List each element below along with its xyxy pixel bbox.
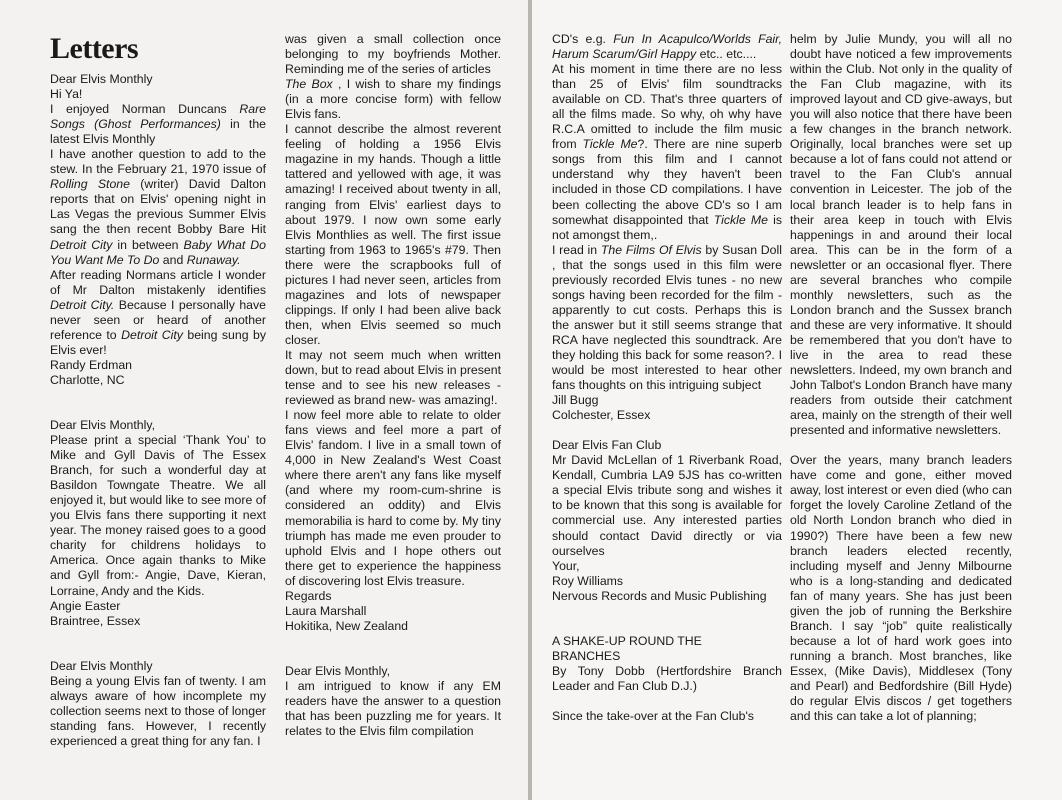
text-line: Dear Elvis Monthly, [50,417,156,432]
paragraph-spacer [50,629,266,659]
text-line: I read in The Films Of Elvis by Susan Doll , that the songs used in this film were previously recorded Elvis tunes - no new songs having been recorded for the film - apparently to cut costs. Perhaps this is the answer but it still seems strange that RCA have neglected this soundtrack. Are they holding this back for some reason?. I would be most interested to hear other fans thoughts on this intriguing subject [552,242,782,393]
paragraph-spacer [790,438,1012,453]
text-line: Dear Elvis Fan Club [552,438,662,453]
text-line: By Tony Dobb (Hertfordshire Branch Leader and Fan Club D.J.) [552,663,782,693]
text-line: Hokitika, New Zealand [285,618,409,633]
text-line: Being a young Elvis fan of twenty. I am always aware of how incomplete my collection seems next to those of longer standing fans. However, I recently experienced a great thing for any fan. I [50,673,267,748]
text-line: A SHAKE-UP ROUND THE [552,633,702,648]
left-page [0,0,528,800]
text-line: At his moment in time there are no less than 25 of Elvis' film soundtracks available on CD. That's three quarters of all the films made. So why, oh why have R.C.A omitted to include the film music from Tickle Me?. There are nine superb songs from this film and I cannot understand why they haven't been included in those CD compilations. I have been collecting the above CD's so I am somewhat disappointed that Tickle Me is not amongst them,. [552,62,782,242]
text-line: Please print a special ‘Thank You’ to Mike and Gyll Davis of The Essex Branch, for such a wonderful day at Basildon Towngate Theatre. We all enjoyed it, but would like to see more of you Elvis fans there supporting it next year. The money raised goes to a good charity for childrens holidays to America. Once again thanks to Mike and Gyll from:- Angie, Dave, Kieran, Lorraine, Andy and the Kids. [50,433,267,598]
text-line: Dear Elvis Monthly, [285,663,391,678]
right-column-2 [790,32,1012,724]
paragraph-spacer [285,634,501,664]
text-line: was given a small collection once belonging to my boyfriends Mother. Reminding me of the series of articles [285,32,501,77]
text-line: Angie Easter [50,598,121,613]
right-page [532,0,1062,800]
paragraph-spacer [50,388,266,418]
left-column-1 [50,32,266,749]
text-line: CD's e.g. Fun In Acapulco/Worlds Fair, Harum Scarum/Girl Happy etc.. etc.... [552,32,782,62]
text-line: Your, [552,558,580,573]
text-line: Mr David McLellan of 1 Riverbank Road, Kendall, Cumbria LA9 5JS has co-written a special Elvis tribute song and wishes it to be known that this song is available for commercial use. Any interested parties should contact David directly or via ourselves [552,453,782,558]
text-line: I now feel more able to relate to older fans views and feel more a part of Elvis' fandom. I live in a small town of 4,000 in New Zealand's West Coast where there aren't any fans like myself (and where my room-cum-shrine is considered an oddity) and Elvis memorabilia is hard to come by. My tiny triumph has made me even prouder to uphold Elvis and I hope others out there get to experience the happiness of discovering lost Elvis treasure. [285,408,501,588]
paragraph-spacer [552,423,782,438]
text-line: Randy Erdman [50,357,133,372]
text-line: I have another question to add to the stew. In the February 21, 1970 issue of Rolling Stone (writer) David Dalton reports that on Elvis' opening night in Las Vegas the previous Summer Elvis sang the then recent Bobby Bare Hit Detroit City in between Baby What Do You Want Me To Do and Runaway. [50,147,267,267]
text-line: Since the take-over at the Fan Club's [552,708,754,723]
text-line: Dear Elvis Monthly [50,72,153,86]
paragraph-spacer [552,694,782,709]
text-line: Charlotte, NC [50,372,125,387]
text-line: Dear Elvis Monthly [50,658,153,673]
right-column-1 [552,32,782,724]
text-line: Nervous Records and Music Publishing [552,588,767,603]
text-line: Laura Marshall [285,603,367,618]
text-line: Regards [285,588,332,603]
text-line: It may not seem much when written down, but to read about Elvis in present tense and to see his new releases - reviewed as brand new- was amazing!. [285,347,502,408]
text-line: Colchester, Essex [552,408,651,423]
left-column-2 [285,32,501,739]
text-line: Hi Ya! [50,87,83,102]
text-line: Over the years, many branch leaders have come and gone, either moved away, lost interest or even died (who can forget the lovely Caroline Zetland of the old North London branch who died in 1990?) There have been a few new branch leaders elected recently, including myself and Jenny Milbourne who is a long-standing and dedicated fan of many years. She has just been given the job of running the Berkshire Branch. I say “job” quite realistically because a lot of hard work goes into running a branch. Most branches, like Essex, (Mike Davis), Middlesex (Tony and Pearl) and Bedfordshire (Bill Hyde) do regular Elvis discos / get togethers and this can take a lot of planning; [790,453,1012,724]
text-line: Jill Bugg [552,393,599,408]
text-line: BRANCHES [552,648,621,663]
text-line: Roy Williams [552,573,624,588]
paragraph-spacer [552,604,782,634]
text-line: I enjoyed Norman Duncans Rare Songs (Ghost Performances) in the latest Elvis Monthly [50,102,266,147]
page-title: Letters [50,32,139,65]
text-line: The Box , I wish to share my findings (in a more concise form) with fellow Elvis fans. [285,77,502,122]
text-line: helm by Julie Mundy, you will all no doubt have noticed a few improvements within the Club. Not only in the quality of the Fan Club magazine, with its improved layout and CD give-aways, but you will also notice that there have been a few changes in the branch network. Originally, local branches were set up because a lot of fans could not attend or travel to the Fan Club's annual convention in Leicester. The job of the local branch leader is to help fans in their area keep in touch with Elvis happenings in and around their local area. This can be in the form of a newsletter or an occasional flyer. There are several branches who compile monthly newsletters, such as the London branch and the Sussex branch and these are very informative. It should be remembered that you don't have to live in the area to read these newsletters. Indeed, my own branch and John Talbot's London Branch have many readers from outside their catchment area, mainly on the strength of their well presented and informative newsletters. [790,32,1012,438]
text-line: I am intrigued to know if any EM readers have the answer to a question that has been puzzling me for years. It relates to the Elvis film compilation [285,678,501,739]
text-line: After reading Normans article I wonder of Mr Dalton mistakenly identifies Detroit City. Because I personally have never seen or heard of another reference to Detroit City being sung by Elvis ever! [50,267,266,357]
text-line: Braintree, Essex [50,613,141,628]
text-line: I cannot describe the almost reverent feeling of holding a 1956 Elvis magazine in my hands. Though a little tattered and yellowed with age, it was amazing! I received about twenty in all, ranging from Elvis' earliest days to about 1979. I now own some early Elvis Monthlies as well. The first issue starting from 1963 to 1965's #79. Then there were the scrapbooks full of pictures I had never seen, articles from magazines and lots of newspaper clippings. If only I had been alive back then, when Elvis seemed so much closer. [285,122,501,347]
